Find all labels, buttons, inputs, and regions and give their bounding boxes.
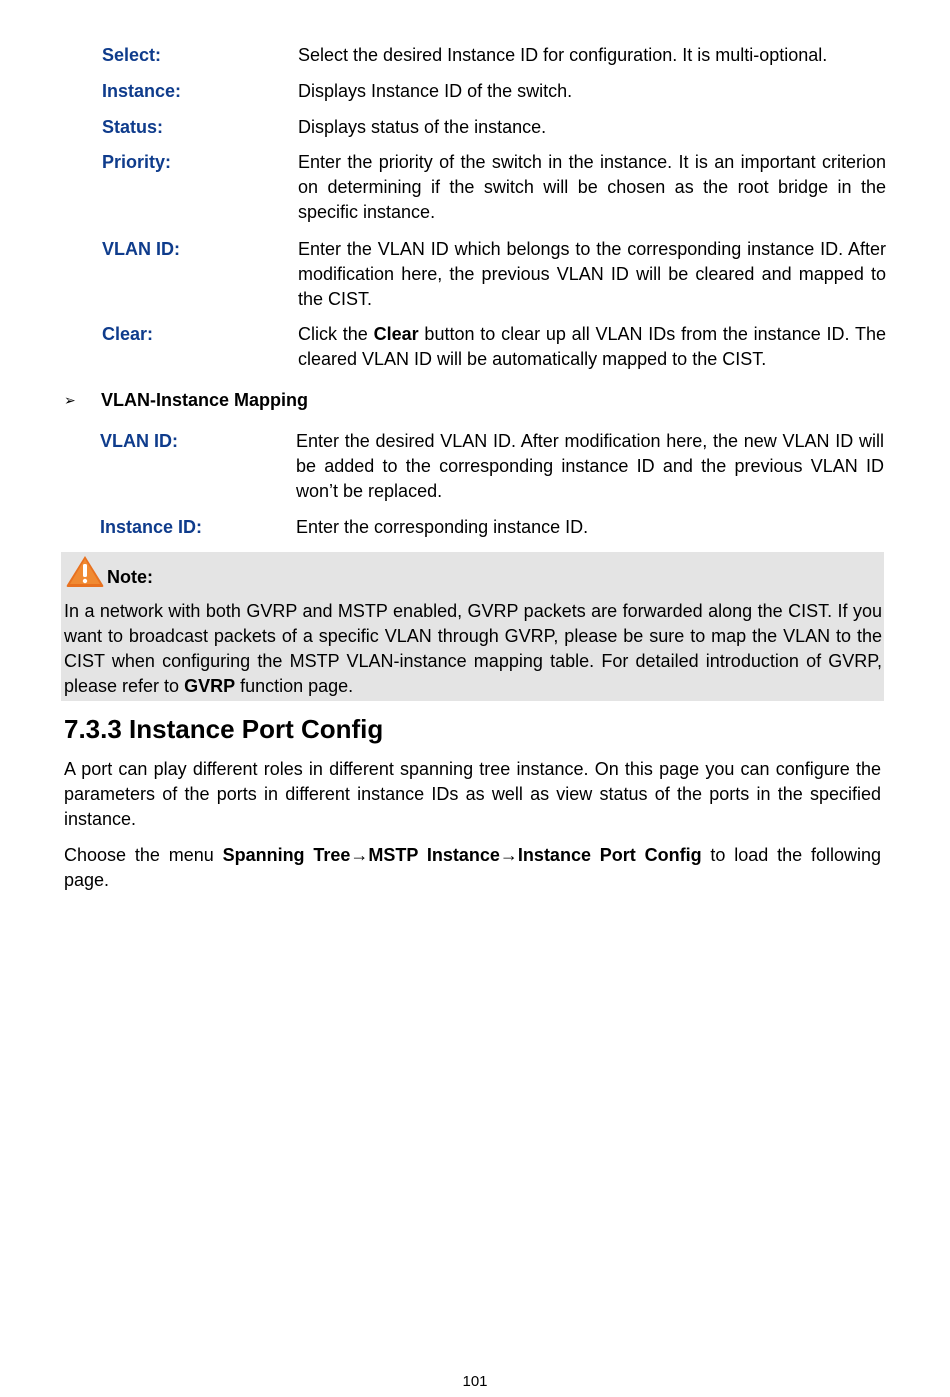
def-desc: Enter the VLAN ID which belongs to the corresponding instance ID. After modification here, the previous VLAN ID will be cleared and mapped to the CIST. [298, 239, 886, 309]
def-term: Instance: [102, 81, 182, 101]
desc-bold-text: Clear [373, 324, 419, 344]
note-title: Note: [107, 567, 153, 587]
bullet-arrow-icon: ➢ [64, 392, 76, 408]
note-text-part: function page. [235, 676, 354, 696]
section-heading: 7.3.3 Instance Port Config [64, 714, 384, 744]
mapping-heading [64, 388, 308, 413]
def-term: Clear: [102, 324, 154, 344]
menu-text: Choose the menu [64, 845, 223, 865]
def-term: Priority: [102, 152, 172, 172]
def-term: VLAN ID: [100, 431, 178, 451]
def-desc: Displays status of the instance. [298, 117, 547, 137]
def-mapping-vlan-id [100, 429, 884, 504]
desc-text: Click the [298, 324, 374, 344]
note-link-text: GVRP [184, 676, 236, 696]
def-term: Status: [102, 117, 164, 137]
mapping-title: VLAN-Instance Mapping [101, 390, 309, 410]
def-term: Select: [102, 45, 162, 65]
note-header [65, 554, 153, 588]
section-intro: A port can play different roles in different spanning tree instance. On this page you can configure the parameters of the ports in different instance IDs as well as view status of the ports in the specified instance. [64, 759, 881, 829]
def-priority [102, 150, 886, 225]
menu-text: to load the following page. [64, 845, 881, 890]
def-status [102, 115, 886, 140]
page-number: 101 [462, 1373, 488, 1390]
menu-path: Spanning Tree→MSTP Instance→Instance Port Config [222, 845, 702, 865]
def-desc: Enter the corresponding instance ID. [296, 517, 589, 537]
def-clear [102, 322, 886, 372]
def-desc: Enter the priority of the switch in the instance. It is an important criterion on determining if the switch will be chosen as the root bridge in the specific instance. [298, 152, 886, 222]
def-desc: Displays Instance ID of the switch. [298, 81, 573, 101]
def-vlan-id [102, 237, 886, 312]
warning-icon [65, 554, 105, 588]
def-instance [102, 79, 886, 104]
desc-text: button to clear up all VLAN IDs from the instance ID. The cleared VLAN ID will be automatically mapped to the CIST. [298, 324, 886, 369]
def-mapping-instance-id [100, 515, 884, 540]
menu-instruction [64, 843, 881, 893]
note-text-part: In a network with both GVRP and MSTP enabled, GVRP packets are forwarded along the CIST. If you want to broadcast packets of a specific VLAN through GVRP, please be sure to map the VLAN to the CIST when configuring the MSTP VLAN-instance mapping table. For detailed introduction of GVRP, please refer to [64, 601, 882, 696]
def-desc: Enter the desired VLAN ID. After modification here, the new VLAN ID will be added to the corresponding instance ID and the previous VLAN ID won’t be replaced. [296, 431, 884, 501]
def-desc [298, 322, 886, 372]
def-term: VLAN ID: [102, 239, 180, 259]
def-select [102, 43, 886, 68]
note-text [64, 599, 882, 699]
def-desc: Select the desired Instance ID for configuration. It is multi-optional. [298, 45, 828, 65]
def-term: Instance ID: [100, 517, 203, 537]
note-box [61, 552, 884, 701]
